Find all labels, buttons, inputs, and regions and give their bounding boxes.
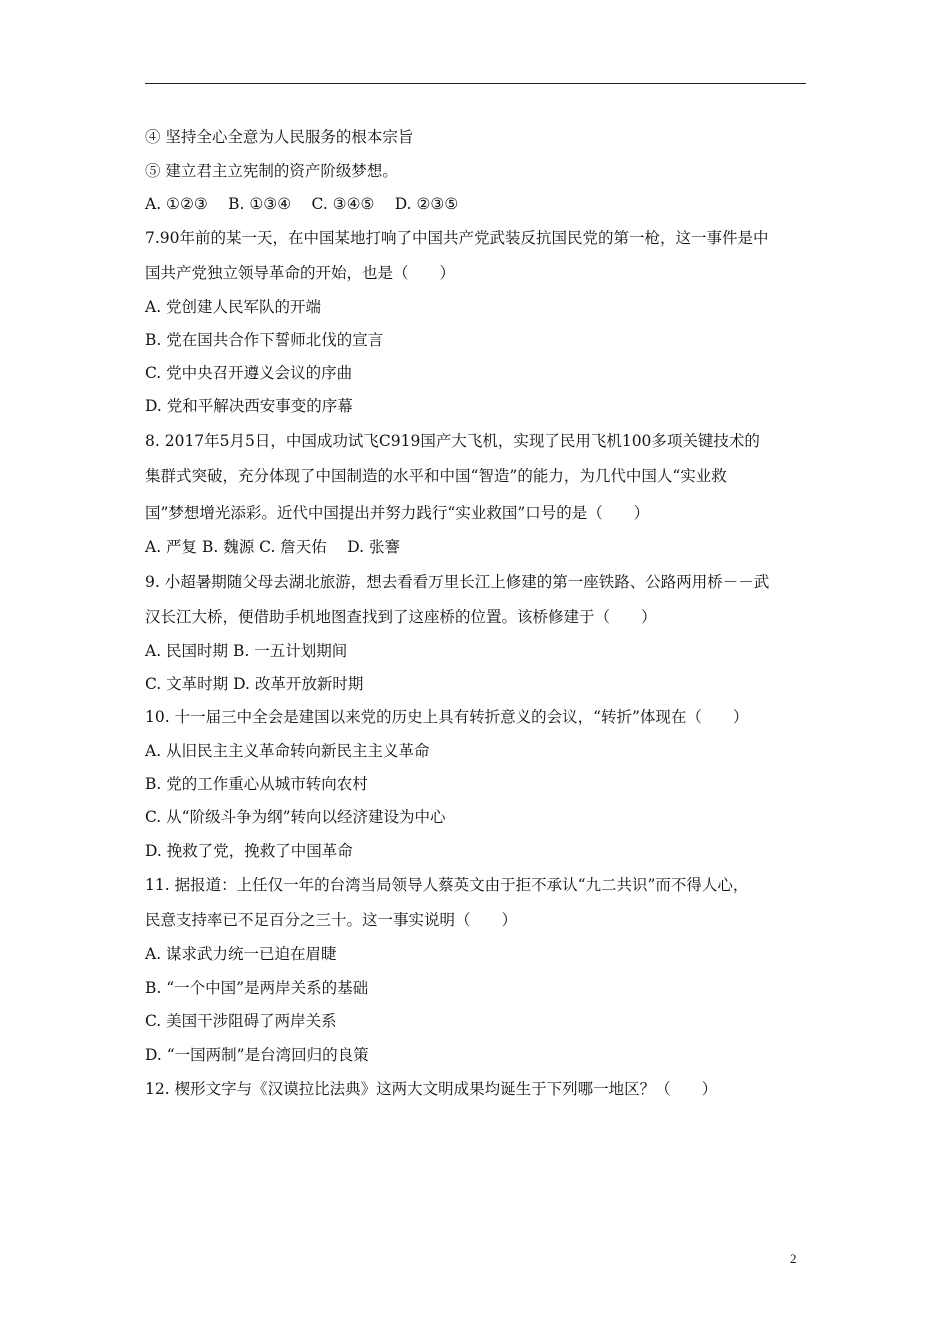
text-line: 国”梦想增光添彩。近代中国提出并努力践行“实业救国”口号的是（ ） [145, 504, 650, 522]
answer-options: A. ①②③ B. ①③④ C. ③④⑤ D. ②③⑤ [145, 195, 459, 213]
option-c: C. 从“阶级斗争为纲”转向以经济建设为中心 [145, 808, 446, 826]
option-b: B. “一个中国”是两岸关系的基础 [145, 979, 369, 997]
text-line: 集群式突破，充分体现了中国制造的水平和中国“智造”的能力，为几代中国人“实业救 [145, 467, 727, 485]
option-cd: C. 文革时期 D. 改革开放新时期 [145, 675, 364, 693]
question-11: 11. 据报道：上任仅一年的台湾当局领导人蔡英文由于拒不承认“九二共识”而不得人心， [145, 876, 749, 894]
option-b: B. 党的工作重心从城市转向农村 [145, 775, 368, 793]
text-line: 汉长江大桥，便借助手机地图查找到了这座桥的位置。该桥修建于（ ） [145, 608, 657, 626]
option-c: C. 美国干涉阻碍了两岸关系 [145, 1012, 337, 1030]
text-line: ⑤ 建立君主立宪制的资产阶级梦想。 [145, 162, 398, 180]
answer-options: A. 严复 B. 魏源 C. 詹天佑 D. 张謇 [145, 538, 400, 556]
option-a: A. 从旧民主主义革命转向新民主主义革命 [145, 742, 430, 760]
text-line: ④ 坚持全心全意为人民服务的根本宗旨 [145, 128, 414, 146]
header-rule [145, 83, 806, 84]
option-b: B. 党在国共合作下誓师北伐的宣言 [145, 331, 384, 349]
option-d: D. 党和平解决西安事变的序幕 [145, 397, 353, 415]
text-line: 民意支持率已不足百分之三十。这一事实说明（ ） [145, 911, 518, 929]
question-10: 10. 十一届三中全会是建国以来党的历史上具有转折意义的会议，“转折”体现在（ ） [145, 708, 749, 726]
option-a: A. 党创建人民军队的开端 [145, 298, 322, 316]
text-line: 国共产党独立领导革命的开始，也是（ ） [145, 264, 456, 282]
question-9: 9. 小超暑期随父母去湖北旅游，想去看看万里长江上修建的第一座铁路、公路两用桥－－武 [145, 573, 770, 591]
option-d: D. 挽救了党，挽救了中国革命 [145, 842, 353, 860]
page-number: 2 [790, 1251, 797, 1266]
option-a: A. 谋求武力统一已迫在眉睫 [145, 945, 337, 963]
question-7: 7.90年前的某一天，在中国某地打响了中国共产党武装反抗国民党的第一枪，这一事件是中 [145, 229, 769, 247]
option-ab: A. 民国时期 B. 一五计划期间 [145, 642, 348, 660]
question-8: 8. 2017年5月5日，中国成功试飞C919国产大飞机，实现了民用飞机100多项关键技术的 [145, 432, 760, 450]
option-c: C. 党中央召开遵义会议的序曲 [145, 364, 353, 382]
option-d: D. “一国两制”是台湾回归的良策 [145, 1046, 369, 1064]
question-12: 12. 楔形文字与《汉谟拉比法典》这两大文明成果均诞生于下列哪一地区？（ ） [145, 1080, 718, 1098]
